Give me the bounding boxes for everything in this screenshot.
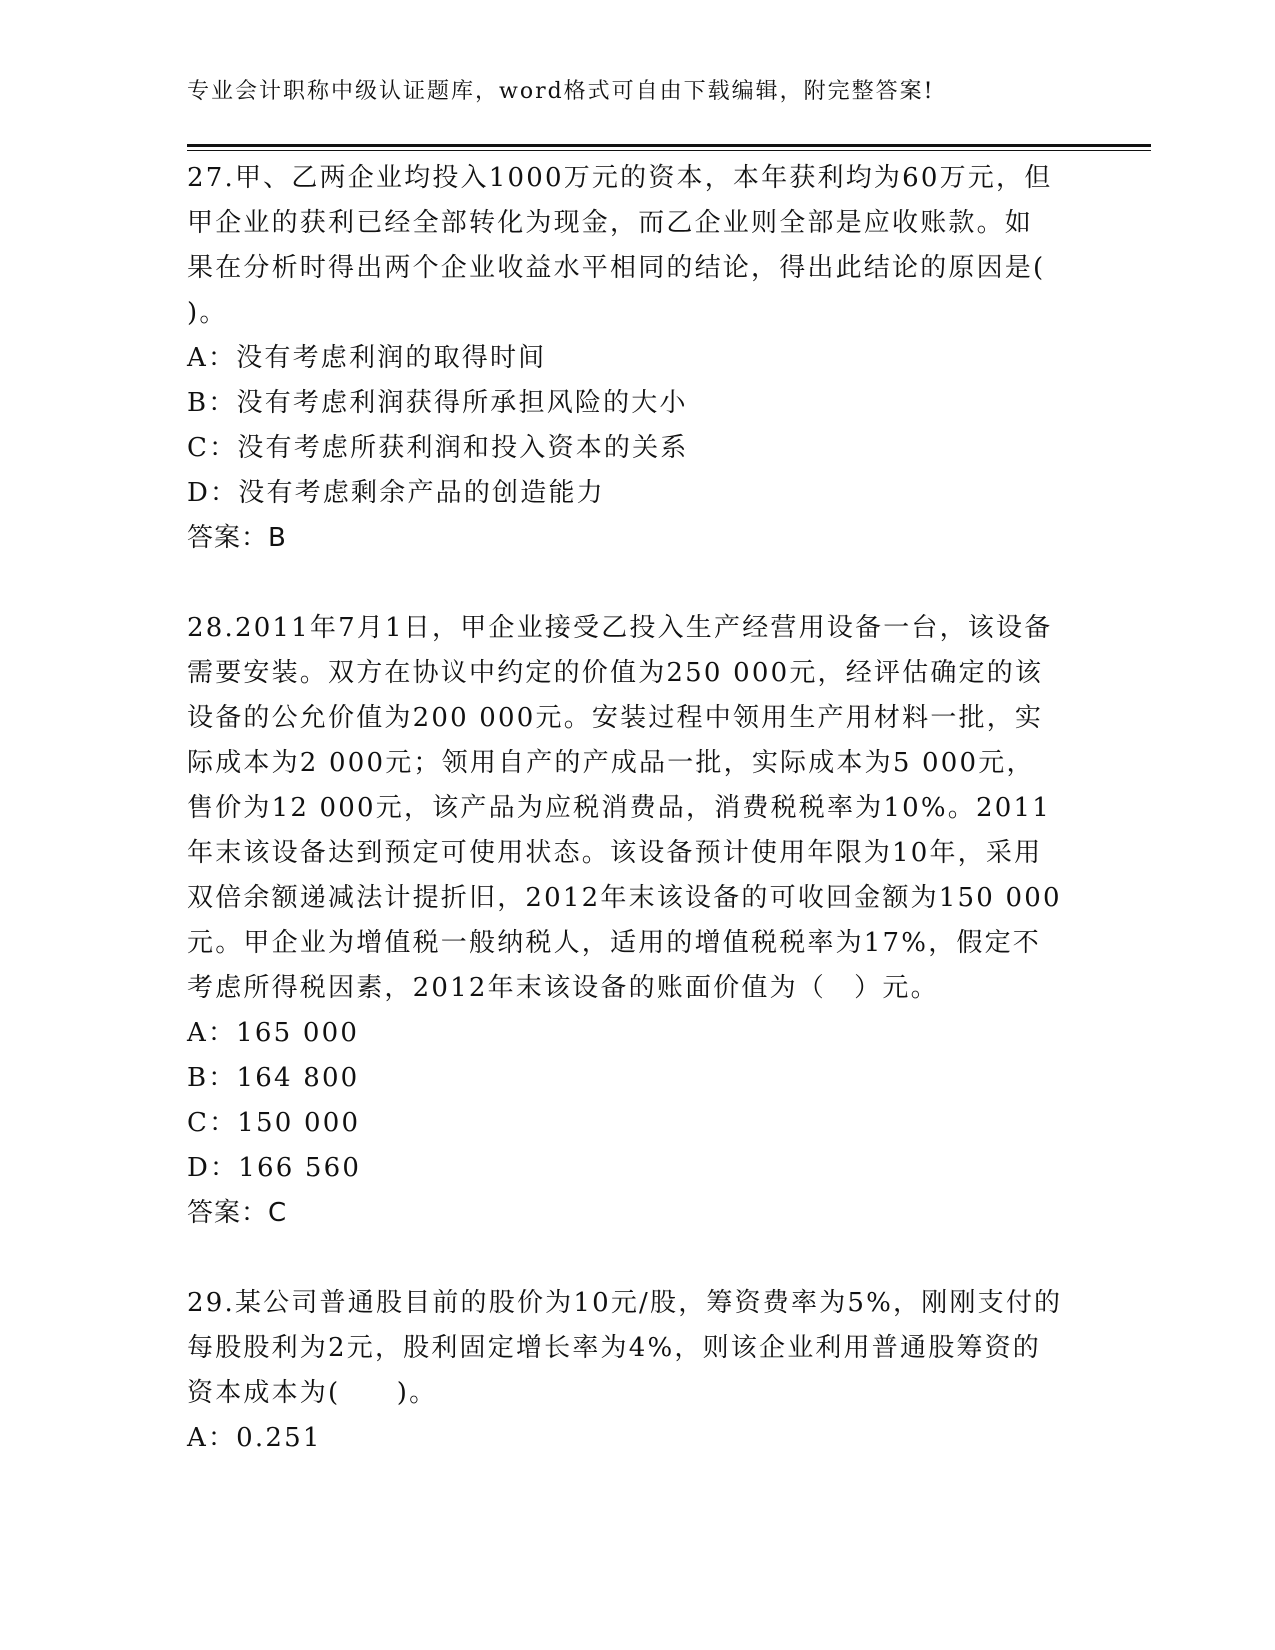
option-c: C：150 000 xyxy=(187,1108,361,1138)
header-rule-thick xyxy=(187,144,1151,147)
option-c: C：没有考虑所获利润和投入资本的关系 xyxy=(187,433,689,463)
question-text-line: 资本成本为( )。 xyxy=(187,1378,438,1408)
question-text-line: 际成本为2 000元；领用自产的产成品一批，实际成本为5 000元， xyxy=(187,748,1035,778)
option-a: A：没有考虑利润的取得时间 xyxy=(187,343,547,373)
question-text-line: 甲企业的获利已经全部转化为现金，而乙企业则全部是应收账款。如 xyxy=(187,208,1034,238)
question-spacer xyxy=(187,561,1087,606)
option-a: A：165 000 xyxy=(187,1018,360,1048)
question-text-line: 28.2011年7月1日，甲企业接受乙投入生产经营用设备一台，该设备 xyxy=(187,613,1053,643)
question-27 xyxy=(187,156,1087,561)
answer-label: 答案：B xyxy=(187,523,287,553)
question-text-line: 设备的公允价值为200 000元。安装过程中领用生产用材料一批，实 xyxy=(187,703,1044,733)
question-text-line: 年末该设备达到预定可使用状态。该设备预计使用年限为10年，采用 xyxy=(187,838,1043,868)
answer-label: 答案：C xyxy=(187,1198,288,1228)
option-a: A：0.251 xyxy=(187,1423,322,1453)
header-rule-thin xyxy=(187,150,1151,151)
question-text-line: 需要安装。双方在协议中约定的价值为250 000元，经评估确定的该 xyxy=(187,658,1044,688)
question-28 xyxy=(187,606,1087,1236)
question-text-line: 考虑所得税因素，2012年末该设备的账面价值为（ ）元。 xyxy=(187,973,939,1003)
option-d: D：166 560 xyxy=(187,1153,362,1183)
question-text-line: 29.某公司普通股目前的股价为10元/股，筹资费率为5%，刚刚支付的 xyxy=(187,1288,1063,1318)
question-text-line: 27.甲、乙两企业均投入1000万元的资本，本年获利均为60万元，但 xyxy=(187,163,1053,193)
question-text-line: 果在分析时得出两个企业收益水平相同的结论，得出此结论的原因是( xyxy=(187,253,1046,283)
page-header: 专业会计职称中级认证题库，word格式可自由下载编辑，附完整答案! xyxy=(187,79,935,104)
question-text-line: 售价为12 000元，该产品为应税消费品，消费税税率为10%。2011 xyxy=(187,793,1051,823)
question-spacer xyxy=(187,1236,1087,1281)
option-b: B：没有考虑利润获得所承担风险的大小 xyxy=(187,388,688,418)
question-text-line: 双倍余额递减法计提折旧，2012年末该设备的可收回金额为150 000 xyxy=(187,883,1062,913)
option-b: B：164 800 xyxy=(187,1063,360,1093)
question-text-line: )。 xyxy=(187,298,228,328)
question-text-line: 每股股利为2元，股利固定增长率为4%，则该企业利用普通股筹资的 xyxy=(187,1333,1041,1363)
question-text-line: 元。甲企业为增值税一般纳税人，适用的增值税税率为17%，假定不 xyxy=(187,928,1041,958)
question-list xyxy=(187,156,1087,1461)
option-d: D：没有考虑剩余产品的创造能力 xyxy=(187,478,605,508)
question-29 xyxy=(187,1281,1087,1461)
